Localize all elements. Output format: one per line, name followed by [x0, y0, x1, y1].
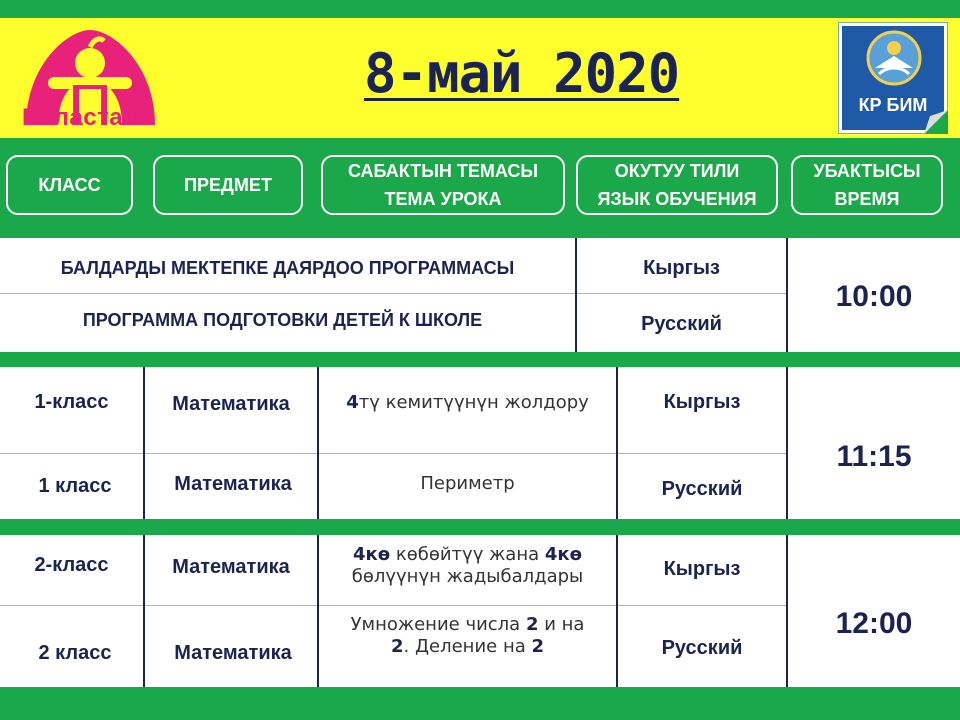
grade1-class-kg: 1-класс — [34, 390, 109, 413]
kr-bim-label: КР БИМ — [858, 95, 928, 115]
column-language: ОКУТУУ ТИЛИ ЯЗЫК ОБУЧЕНИЯ — [576, 155, 778, 215]
grade2-class-kg: 2-класс — [34, 553, 109, 576]
grade1-time: 11:15 — [836, 440, 912, 473]
grade1-lang-ru: Русский — [661, 477, 743, 500]
program-lang-kg: Кыргыз — [643, 256, 720, 279]
program-title-ru: ПРОГРАММА ПОДГОТОВКИ ДЕТЕЙ К ШКОЛЕ — [82, 309, 483, 330]
column-topic: САБАКТЫН ТЕМАСЫ ТЕМА УРОКА — [321, 155, 565, 215]
grade1-subject-kg: Математика — [172, 392, 290, 415]
grade2-subject-ru: Математика — [174, 641, 292, 664]
grade1-topic-ru: Периметр — [420, 473, 515, 494]
grade2-topic-ru: Умножение числа 2 и на 2. Деление на 2 — [350, 614, 585, 657]
grade2-lang-ru: Русский — [661, 636, 743, 659]
program-time: 10:00 — [835, 280, 913, 313]
grade2-class-ru: 2 класс — [38, 641, 112, 664]
program-title-kg: БАЛДАРДЫ МЕКТЕПКЕ ДАЯРДОО ПРОГРАММАСЫ — [60, 257, 515, 278]
grade1-topic-kg: 4тү кемитүүнүн жолдору — [346, 392, 589, 413]
page-fold-icon — [924, 110, 948, 134]
emblem-icon — [863, 30, 925, 86]
grade2-topic-kg: 4кө көбөйтүү жана 4кө бөлүүнүн жадыбалдары — [351, 544, 584, 587]
logo-text: Баластан — [22, 104, 139, 131]
grade1-lang-kg: Кыргыз — [663, 390, 741, 413]
grade2-time: 12:00 — [835, 607, 913, 640]
grade2-lang-kg: Кыргыз — [663, 557, 741, 580]
program-lang-ru: Русский — [641, 312, 722, 335]
grade2-subject-kg: Математика — [172, 555, 290, 578]
column-class: КЛАСС — [6, 155, 133, 215]
column-subject: ПРЕДМЕТ — [153, 155, 303, 215]
grade1-subject-ru: Математика — [174, 472, 292, 495]
page-title: 8-май 2020 — [364, 42, 680, 105]
column-time: УБАКТЫСЫ ВРЕМЯ — [791, 155, 943, 215]
grade1-class-ru: 1 класс — [38, 474, 112, 497]
